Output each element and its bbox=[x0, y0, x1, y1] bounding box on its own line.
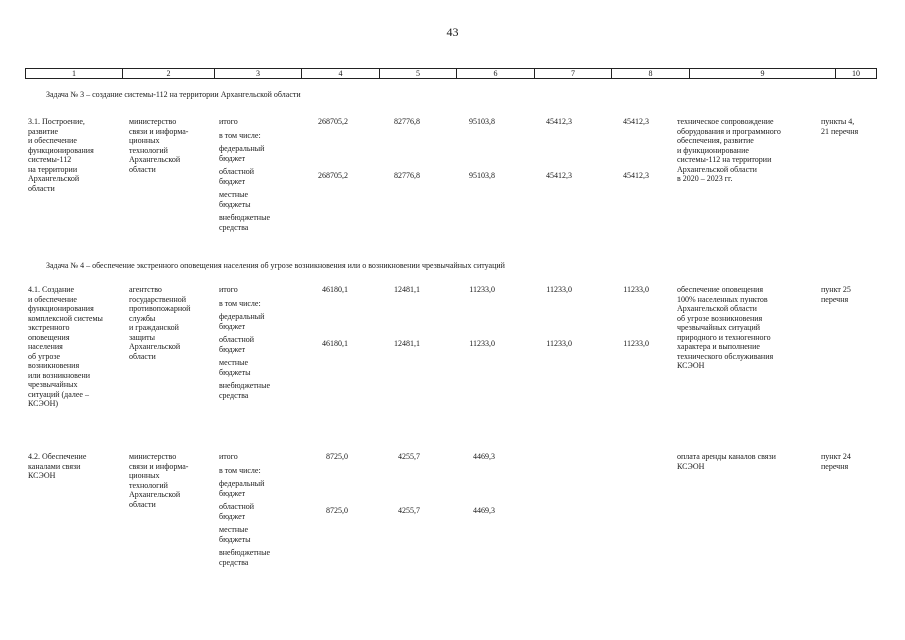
amount-regional: 45412,3 bbox=[623, 171, 649, 180]
task-title: Задача № 3 – создание системы-112 на территории Архангельской области bbox=[46, 90, 301, 99]
amount-regional: 268705,2 bbox=[318, 171, 348, 180]
column-number-header bbox=[25, 68, 877, 79]
amount-total: 11233,0 bbox=[623, 285, 649, 294]
measure-name: 3.1. Построение, развитие и обеспечение функционирования системы-112 на территории Архангельской области bbox=[28, 117, 94, 193]
reference: пункт 25 перечня bbox=[821, 285, 851, 304]
reference: пункты 4, 21 перечня bbox=[821, 117, 859, 136]
col-number: 7 bbox=[535, 69, 612, 79]
amount-total: 4469,3 bbox=[473, 452, 495, 461]
amount-regional: 46180,1 bbox=[322, 339, 348, 348]
amount-total: 82776,8 bbox=[394, 117, 420, 126]
amount-total: 8725,0 bbox=[326, 452, 348, 461]
expected-result: техническое сопровождение оборудования и программного обеспечения, развитие и функционирование системы-112 на территории Архангельской области в 2020 – 2023 гг. bbox=[677, 117, 781, 183]
amount-regional: 82776,8 bbox=[394, 171, 420, 180]
col-number: 9 bbox=[690, 69, 836, 79]
amount-regional: 11233,0 bbox=[469, 339, 495, 348]
col-number: 8 bbox=[612, 69, 690, 79]
amount-regional: 45412,3 bbox=[546, 171, 572, 180]
expected-result: оплата аренды каналов связи КСЭОН bbox=[677, 452, 776, 471]
col-number: 2 bbox=[123, 69, 215, 79]
amount-total: 4255,7 bbox=[398, 452, 420, 461]
amount-total: 46180,1 bbox=[322, 285, 348, 294]
measure-name: 4.1. Создание и обеспечение функционирования комплексной системы экстренного оповещения населения об угрозе возникновения или возникновени чрезвычайных ситуаций (далее – КСЭОН) bbox=[28, 285, 103, 408]
amount-regional: 8725,0 bbox=[326, 506, 348, 515]
amount-regional: 95103,8 bbox=[469, 171, 495, 180]
executor: министерство связи и информа- ционных технологий Архангельской области bbox=[129, 452, 189, 509]
measure-name: 4.2. Обеспечение каналами связи КСЭОН bbox=[28, 452, 87, 480]
col-number: 3 bbox=[215, 69, 302, 79]
amount-total: 12481,1 bbox=[394, 285, 420, 294]
amount-regional: 4255,7 bbox=[398, 506, 420, 515]
amount-regional: 11233,0 bbox=[546, 339, 572, 348]
amount-total: 95103,8 bbox=[469, 117, 495, 126]
funding-sources: итого в том числе: федеральный бюджет областной бюджет местные бюджеты внебюджетные средства bbox=[219, 117, 270, 232]
amount-regional: 12481,1 bbox=[394, 339, 420, 348]
col-number: 6 bbox=[457, 69, 535, 79]
amount-total: 11233,0 bbox=[546, 285, 572, 294]
funding-sources: итого в том числе: федеральный бюджет областной бюджет местные бюджеты внебюджетные средства bbox=[219, 452, 270, 567]
col-number: 1 bbox=[26, 69, 123, 79]
col-number: 5 bbox=[380, 69, 457, 79]
executor: агентство государственной противопожарной службы и гражданской защиты Архангельской области bbox=[129, 285, 191, 361]
amount-total: 45412,3 bbox=[546, 117, 572, 126]
amount-total: 45412,3 bbox=[623, 117, 649, 126]
amount-total: 268705,2 bbox=[318, 117, 348, 126]
amount-total: 11233,0 bbox=[469, 285, 495, 294]
col-number: 10 bbox=[836, 69, 877, 79]
amount-regional: 4469,3 bbox=[473, 506, 495, 515]
expected-result: обеспечение оповещения 100% населенных пунктов Архангельской области об угрозе возникновения чрезвычайных ситуаций природного и техногенного характера и выполнение технического обслуживания КСЭОН bbox=[677, 285, 774, 370]
page-number: 43 bbox=[446, 25, 459, 39]
task-title: Задача № 4 – обеспечение экстренного оповещения населения об угрозе возникновения или о возникновении чрезвычайных ситуаций bbox=[46, 261, 505, 270]
col-number: 4 bbox=[302, 69, 380, 79]
funding-sources: итого в том числе: федеральный бюджет областной бюджет местные бюджеты внебюджетные средства bbox=[219, 285, 270, 400]
executor: министерство связи и информа- ционных технологий Архангельской области bbox=[129, 117, 189, 174]
reference: пункт 24 перечня bbox=[821, 452, 851, 471]
amount-regional: 11233,0 bbox=[623, 339, 649, 348]
